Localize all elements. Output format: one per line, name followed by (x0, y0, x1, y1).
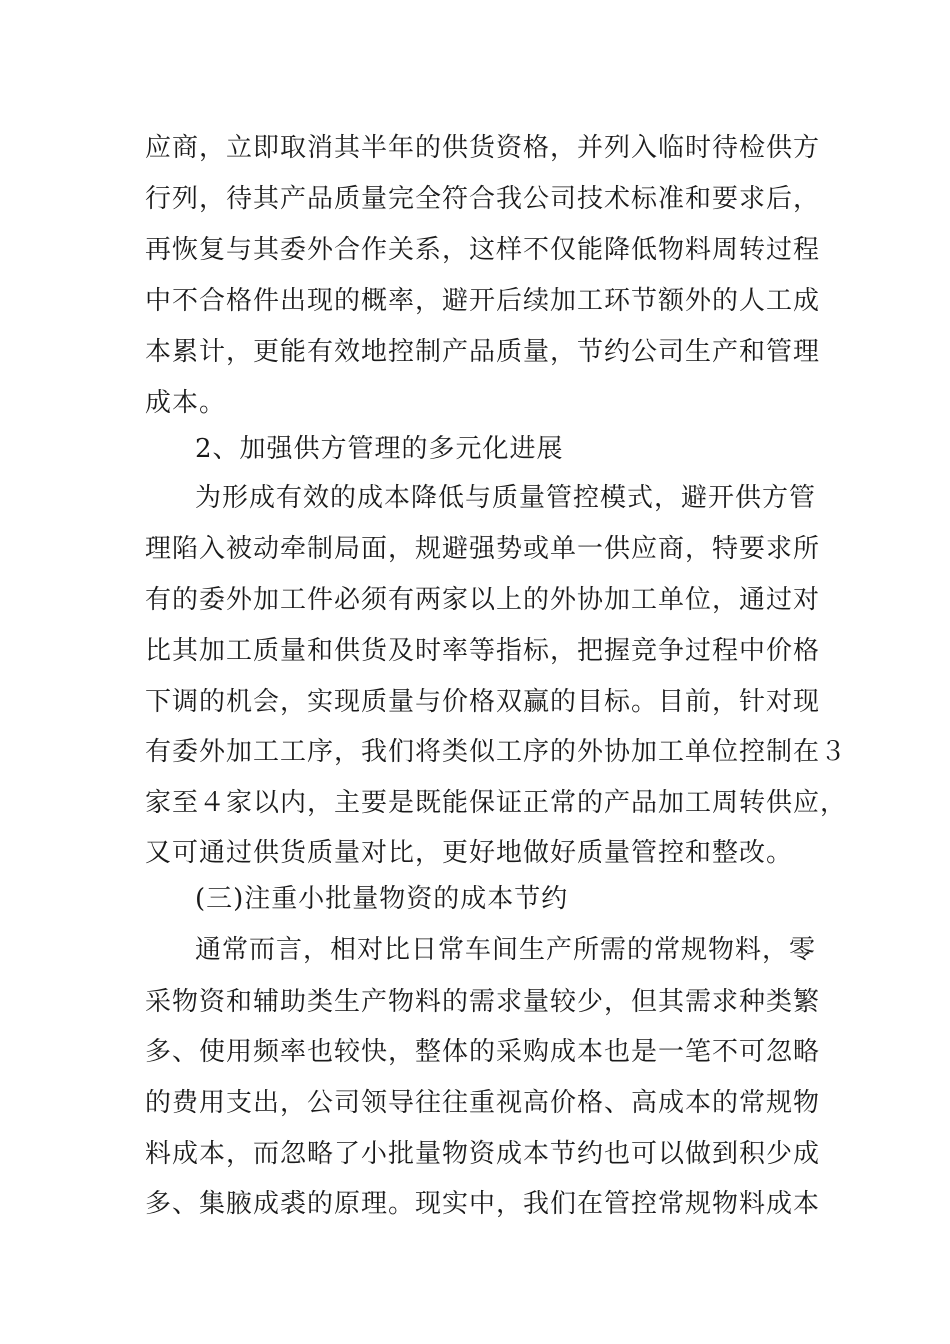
text-line: 应商，立即取消其半年的供货资格，并列入临时待检供方 (145, 133, 821, 163)
text-line: 理陷入被动牵制局面，规避强势或单一供应商，特要求所 (145, 534, 821, 564)
section-heading: (三)注重小批量物资的成本节约 (195, 884, 569, 914)
text-line: 采物资和辅助类生产物料的需求量较少，但其需求种类繁 (145, 987, 821, 1017)
text-line: 成本。 (145, 388, 227, 418)
text-line: 比其加工质量和供货及时率等指标，把握竞争过程中价格 (145, 636, 821, 666)
text-line: 料成本，而忽略了小批量物资成本节约也可以做到积少成 (145, 1139, 821, 1169)
text-line: 多、使用频率也较快，整体的采购成本也是一笔不可忽略 (145, 1037, 821, 1067)
text-line: 再恢复与其委外合作关系，这样不仅能降低物料周转过程 (145, 235, 821, 265)
text-line: 为形成有效的成本降低与质量管控模式，避开供方管 (195, 483, 817, 513)
text-line: 有的委外加工件必须有两家以上的外协加工单位，通过对 (145, 585, 821, 615)
text-line: 通常而言，相对比日常车间生产所需的常规物料，零 (195, 935, 817, 965)
text-line: 的费用支出，公司领导往往重视高价格、高成本的常规物 (145, 1088, 821, 1118)
text-line: 中不合格件出现的概率，避开后续加工环节额外的人工成 (145, 286, 821, 316)
text-line: 行列，待其产品质量完全符合我公司技术标准和要求后， (145, 184, 821, 214)
text-line: 又可通过供货质量对比，更好地做好质量管控和整改。 (145, 838, 794, 868)
section-heading: 2、加强供方管理的多元化进展 (195, 434, 564, 464)
text-line: 家至４家以内，主要是既能保证正常的产品加工周转供应， (145, 788, 848, 818)
text-line: 有委外加工工序，我们将类似工序的外协加工单位控制在３ (145, 737, 848, 767)
text-line: 本累计，更能有效地控制产品质量，节约公司生产和管理 (145, 337, 821, 367)
text-line: 下调的机会，实现质量与价格双赢的目标。目前，针对现 (145, 687, 821, 717)
text-line: 多、集腋成裘的原理。现实中，我们在管控常规物料成本 (145, 1189, 821, 1219)
